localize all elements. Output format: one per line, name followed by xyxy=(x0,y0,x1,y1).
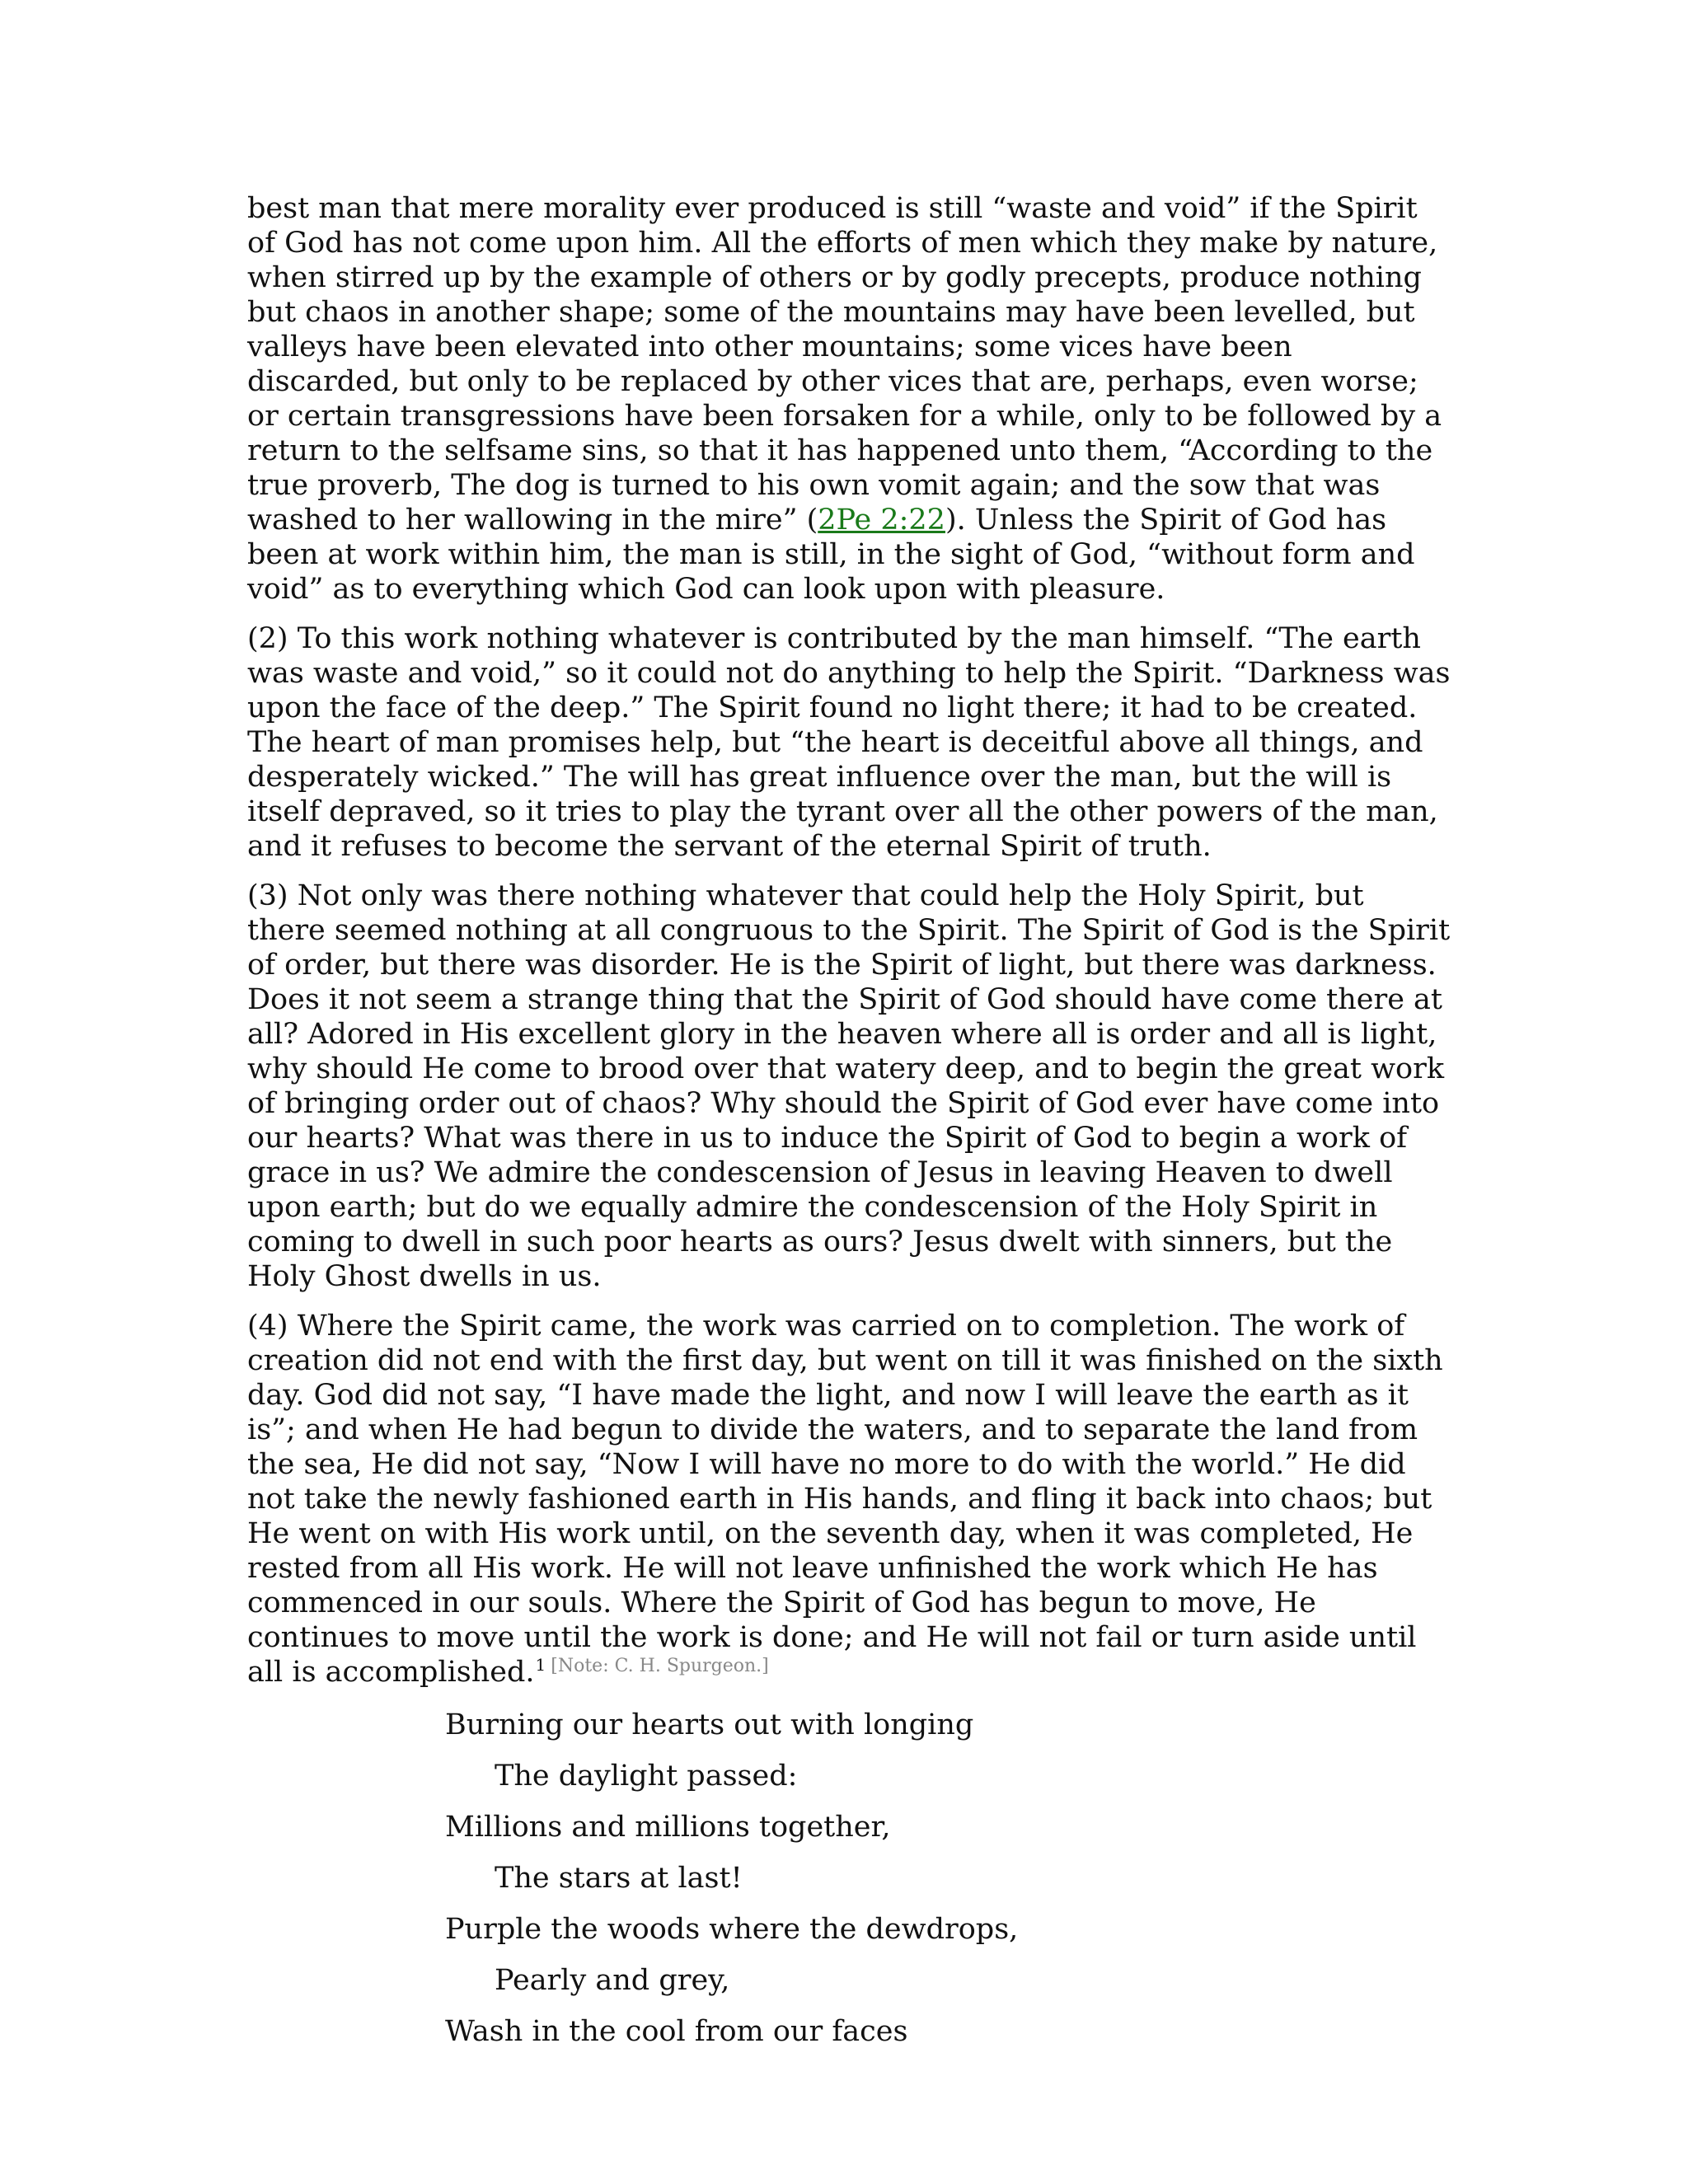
scripture-link-2pe-2-22[interactable]: 2Pe 2:22 xyxy=(818,504,945,537)
paragraph-1 xyxy=(247,191,1451,607)
poem-line-7: Wash in the cool from our faces xyxy=(445,2015,908,2048)
paragraph-3: (3) Not only was there nothing whatever that could help the Holy Spirit, but there seemed nothing at all congruous to the Spirit. The Spirit of God is the Spirit of order, but there was disorder. He is the Spirit of light, but there was darkness. Does it not seem a strange thing that the Spirit of God should have come there at all? Adored in His excellent glory in the heaven where all is order and all is light, why should He come to brood over that watery deep, and to begin the great work of bringing order out of chaos? Why should the Spirit of God ever have come into our hearts? What was there in us to induce the Spirit of God to begin a work of grace in us? We admire the condescension of Jesus in leaving Heaven to dwell upon earth; but do we equally admire the condescension of the Holy Spirit in coming to dwell in such poor hearts as ours? Jesus dwelt with sinners, but the Holy Ghost dwells in us. xyxy=(247,879,1451,1293)
document-page xyxy=(247,191,1451,2065)
footnote-note: [Note: C. H. Spurgeon.] xyxy=(551,1656,769,1676)
paragraph-4 xyxy=(247,1309,1451,1690)
poem-line-5: Purple the woods where the dewdrops, xyxy=(445,1913,1019,1946)
paragraph-1-text-before-link: best man that mere morality ever produced is still “waste and void” if the Spirit of God has not come upon him. All the efforts of men which they make by nature, when stirred up by the example of others or by godly precepts, produce nothing but chaos in another shape; some of the mountains may have been levelled, but valleys have been elevated into other mountains; some vices have been discarded, but only to be replaced by other vices that are, perhaps, even worse; or certain transgressions have been forsaken for a while, only to be followed by a return to the selfsame sins, so that it has happened unto them, “According to the true proverb, The dog is turned to his own vomit again; and the sow that was washed to her wallowing in the mire” ( xyxy=(247,192,1442,537)
poem-line-6: Pearly and grey, xyxy=(495,1964,730,1997)
poem-stanza xyxy=(445,1708,1451,2049)
poem-line-1: Burning our hearts out with longing xyxy=(445,1708,974,1741)
paragraph-2: (2) To this work nothing whatever is contributed by the man himself. “The earth was waste and void,” so it could not do anything to help the Spirit. “Darkness was upon the face of the deep.” The Spirit found no light there; it had to be created. The heart of man promises help, but “the heart is deceitful above all things, and desperately wicked.” The will has great influence over the man, but the will is itself depraved, so it tries to play the tyrant over all the other powers of the man, and it refuses to become the servant of the eternal Spirit of truth. xyxy=(247,622,1451,863)
poem-line-2: The daylight passed: xyxy=(495,1760,798,1793)
paragraph-1-text-after-link: ). Unless the Spirit of God has been at work within him, the man is still, in the sight of God, “without form and void” as to everything which God can look upon with pleasure. xyxy=(247,504,1415,606)
paragraph-4-text: (4) Where the Spirit came, the work was carried on to completion. The work of creation did not end with the first day, but went on till it was finished on the sixth day. God did not say, “I have made the light, and now I will leave the earth as it is”; and when He had begun to divide the waters, and to separate the land from the sea, He did not say, “Now I will have no more to do with the world.” He did not take the newly fashioned earth in His hands, and fling it back into chaos; but He went on with His work until, on the seventh day, when it was completed, He rested from all His work. He will not leave unfinished the work which He has commenced in our souls. Where the Spirit of God has begun to move, He continues to move until the work is done; and He will not fail or turn aside until all is accomplished. xyxy=(247,1310,1443,1689)
poem-line-4: The stars at last! xyxy=(495,1862,743,1895)
footnote-reference[interactable]: 1 xyxy=(535,1655,546,1675)
poem-line-3: Millions and millions together, xyxy=(445,1811,891,1844)
